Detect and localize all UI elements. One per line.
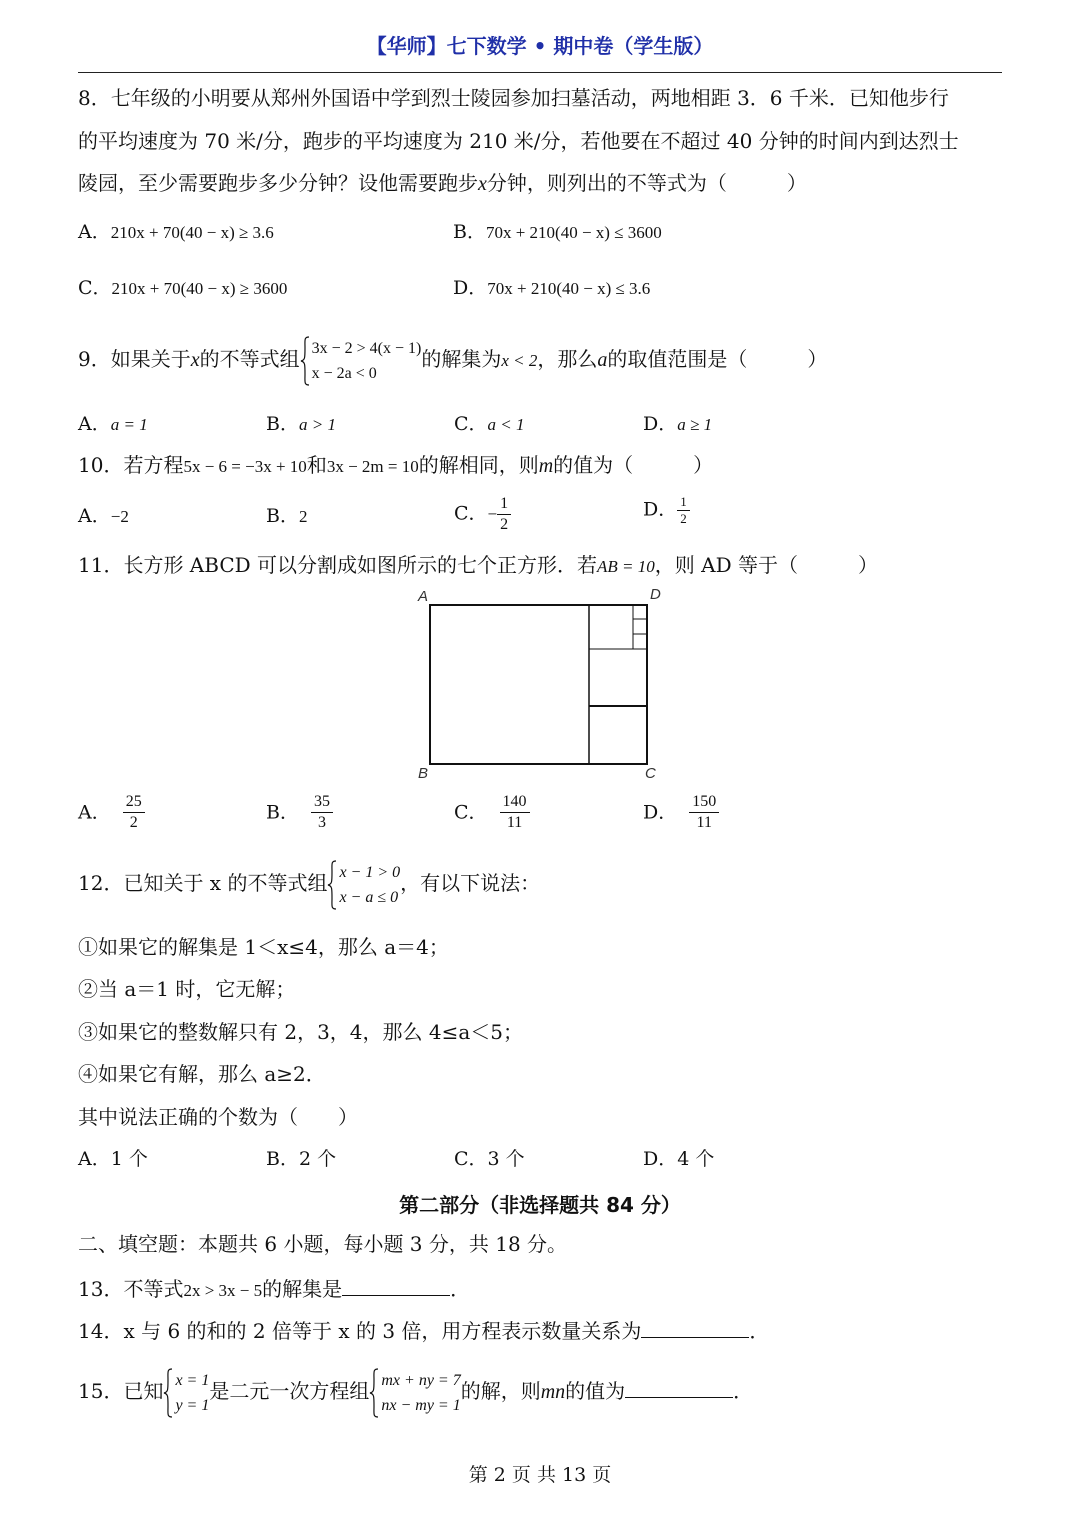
q9-option-a[interactable]: A．a = 1 [78, 413, 148, 435]
part2-intro: 二、填空题：本题共 6 小题，每小题 3 分，共 18 分。 [78, 1232, 568, 1256]
q9-stem: 9．如果关于x的不等式组 3x − 2 > 4(x − 1) x − 2a < 0 的解集为x < 2，那么a的取值范围是（ ） [78, 334, 827, 386]
q14-answer-blank[interactable] [641, 1315, 749, 1338]
q12-option-d[interactable]: D．4 个 [643, 1148, 715, 1170]
q11-option-a[interactable]: A． $\frac{25}{2}$ [78, 792, 145, 833]
q9-option-c[interactable]: C．a < 1 [454, 413, 525, 435]
brace-icon [369, 1368, 379, 1418]
q10-option-a[interactable]: A．−2 [78, 505, 129, 527]
q8-option-a[interactable]: A．210x + 70(40 − x) ≥ 3.6 [78, 221, 274, 243]
q10-option-c[interactable]: C．− $\frac{1}{2}$ [454, 494, 511, 535]
label-d: D [650, 586, 661, 603]
q14-stem: 14．x 与 6 的和的 2 倍等于 x 的 3 倍，用方程表示数量关系为 ． [78, 1315, 769, 1345]
q12-option-b[interactable]: B．2 个 [266, 1148, 337, 1170]
header-divider [78, 72, 1002, 73]
q8-line3-a: 陵园，至少需要跑步多少分钟？设他需要跑步 [78, 171, 478, 195]
q12-option-a[interactable]: A．1 个 [78, 1148, 148, 1170]
q8-var: x [478, 173, 487, 195]
q12-question: 其中说法正确的个数为（ ） [78, 1105, 358, 1129]
q9-option-d[interactable]: D．a ≥ 1 [643, 413, 713, 435]
q13-stem: 13．不等式2x > 3x − 5的解集是 ． [78, 1273, 470, 1305]
squares-diagram [410, 585, 680, 785]
q12-statement-3: ③如果它的整数解只有 2，3，4，那么 4≤a＜5； [78, 1020, 524, 1044]
part2-title: 第二部分（非选择题共 84 分） [399, 1193, 681, 1217]
label-c: C [645, 765, 656, 782]
q11-stem: 11．长方形 ABCD 可以分割成如图所示的七个正方形．若AB = 10，则 AD 等于（ ） [78, 553, 878, 577]
q12-stem: 12．已知关于 x 的不等式组 x − 1 > 0 x − a ≤ 0 ，有以下说法： [78, 858, 540, 910]
q15-system: mx + ny = 7 nx − my = 1 [369, 1368, 460, 1418]
q12-option-c[interactable]: C．3 个 [454, 1148, 525, 1170]
q11-option-c[interactable]: C． $\frac{140}{11}$ [454, 792, 530, 833]
label-b: B [418, 765, 429, 782]
q11-option-d[interactable]: D． $\frac{150}{11}$ [643, 792, 719, 833]
q8-line1: 8．七年级的小明要从郑州外国语中学到烈士陵园参加扫墓活动，两地相距 3．6 千米．已知他步行 [78, 86, 949, 110]
q12-statement-4: ④如果它有解，那么 a≥2． [78, 1062, 326, 1086]
q15-answer-blank[interactable] [625, 1375, 733, 1398]
page-header: 【华师】七下数学 • 期中卷（学生版） [366, 34, 714, 58]
brace-icon [163, 1368, 173, 1418]
q8-line2: 的平均速度为 70 米/分，跑步的平均速度为 210 米/分，若他要在不超过 40 分钟的时间内到达烈士 [78, 129, 959, 153]
q10-option-b[interactable]: B．2 [266, 505, 308, 527]
q9-system: 3x − 2 > 4(x − 1) x − 2a < 0 [300, 336, 422, 386]
q10-stem: 10．若方程5x − 6 = −3x + 10和3x − 2m = 10的解相同，则m的值为（ ） [78, 453, 714, 477]
q9-option-b[interactable]: B．a > 1 [266, 413, 336, 435]
q13-answer-blank[interactable] [342, 1273, 450, 1296]
brace-icon [300, 336, 310, 386]
label-a: A [418, 588, 429, 605]
q8-option-b[interactable]: B．70x + 210(40 − x) ≤ 3600 [453, 221, 662, 243]
q15-solution: x = 1 y = 1 [163, 1368, 209, 1418]
q15-stem: 15．已知 x = 1 y = 1 是二元一次方程组 mx + ny = 7 nx − my = 1 的解，则mn的值为 ． [78, 1366, 753, 1418]
q8-option-d[interactable]: D．70x + 210(40 − x) ≤ 3.6 [453, 277, 651, 299]
q10-option-d[interactable]: D． $\frac{1}{2}$ [643, 494, 690, 527]
q12-statement-1: ①如果它的解集是 1＜x≤4，那么 a＝4； [78, 935, 449, 959]
page-footer: 第 2 页 共 13 页 [468, 1464, 612, 1486]
q11-option-b[interactable]: B． $\frac{35}{3}$ [266, 792, 333, 833]
q8-line3 [78, 169, 807, 198]
q12-statement-2: ②当 a＝1 时，它无解； [78, 977, 296, 1001]
brace-icon [327, 860, 337, 910]
q8-line3-b: 分钟，则列出的不等式为（ ） [486, 171, 807, 195]
q8-option-c[interactable]: C．210x + 70(40 − x) ≥ 3600 [78, 277, 288, 299]
q12-system: x − 1 > 0 x − a ≤ 0 [327, 860, 400, 910]
rectangle-figure [410, 585, 680, 789]
